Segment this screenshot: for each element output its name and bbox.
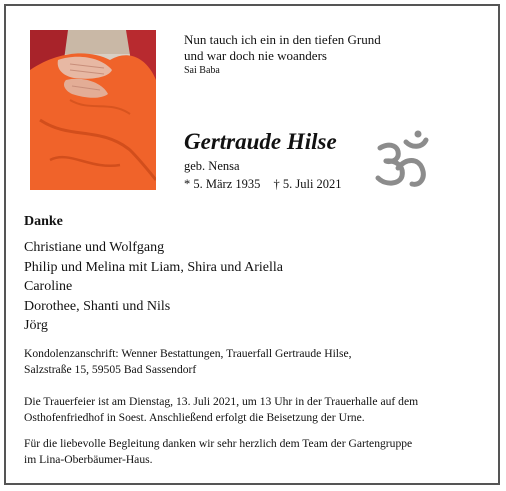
family-member: Philip und Melina mit Liam, Shira und Ariella: [24, 259, 283, 275]
quote-line: Nun tauch ich ein in den tiefen Grund: [184, 32, 381, 47]
portrait-photo: [30, 30, 156, 190]
quote-author: Sai Baba: [184, 65, 220, 76]
life-dates: [184, 176, 342, 192]
family-member: Jörg: [24, 318, 48, 333]
family-member: Caroline: [24, 279, 73, 294]
deceased-name: Gertraude Hilse: [184, 129, 337, 154]
family-list: [24, 238, 283, 336]
text-line: Osthofenfriedhof in Soest. Anschließend erfolgt die Beisetzung der Urne.: [24, 410, 365, 424]
text-line: Die Trauerfeier ist am Dienstag, 13. Juli 2021, um 13 Uhr in der Trauerhalle auf dem: [24, 395, 419, 408]
death-date: † 5. Juli 2021: [273, 177, 342, 191]
quote-line: und war doch nie woanders: [184, 48, 327, 63]
condolence-address: [24, 346, 494, 377]
om-symbol-icon: [372, 128, 434, 190]
birth-date: * 5. März 1935: [184, 177, 261, 191]
family-member: Dorothee, Shanti und Nils: [24, 298, 171, 314]
text-line: Für die liebevolle Begleitung danken wir sehr herzlich dem Team der Gartengruppe: [24, 437, 413, 450]
gratitude-note: [24, 436, 494, 467]
quote-block: [184, 32, 381, 78]
thanks-heading: Danke: [24, 214, 63, 229]
birth-name: geb. Nensa: [184, 159, 240, 173]
text-line: Salzstraße 15, 59505 Bad Sassendorf: [24, 362, 197, 376]
family-member: Christiane und Wolfgang: [24, 240, 165, 255]
text-line: im Lina-Oberbäumer-Haus.: [24, 452, 153, 466]
text-line: Kondolenzanschrift: Wenner Bestattungen, Trauerfall Gertraude Hilse,: [24, 347, 352, 360]
ceremony-info: [24, 394, 494, 425]
